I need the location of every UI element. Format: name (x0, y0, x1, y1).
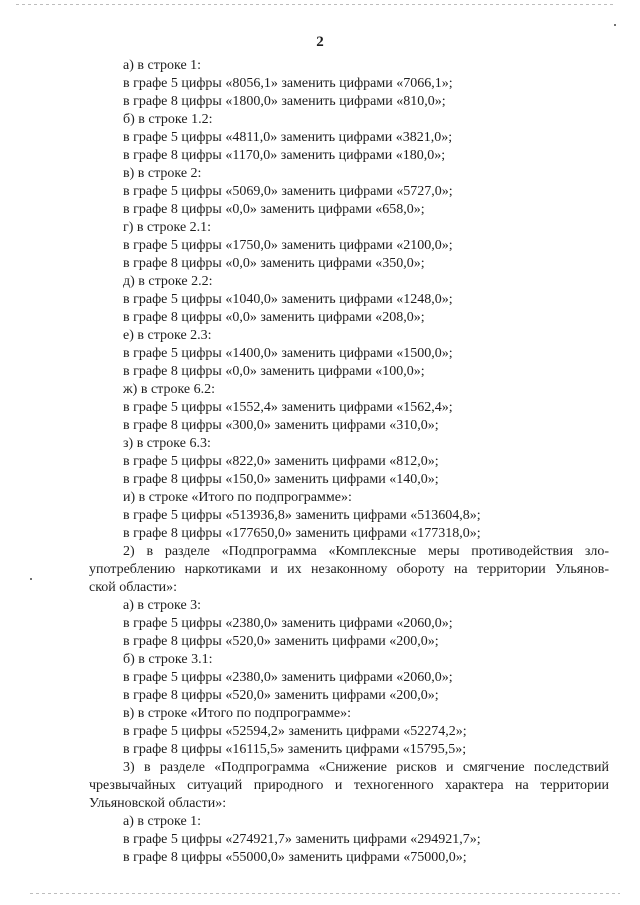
text-line: б) в строке 3.1: (123, 652, 213, 667)
text-line: з) в строке 6.3: (123, 436, 211, 451)
text-line: в графе 5 цифры «274921,7» заменить цифрами «294921,7»; (123, 832, 481, 847)
text-line: в графе 8 цифры «177650,0» заменить цифрами «177318,0»; (123, 526, 481, 541)
text-line: в графе 8 цифры «300,0» заменить цифрами «310,0»; (123, 418, 439, 433)
text-line: а) в строке 3: (123, 598, 202, 613)
text-line: в графе 5 цифры «1552,4» заменить цифрами «1562,4»; (123, 400, 453, 415)
paragraph-line: Ульяновской области»: (89, 796, 227, 811)
text-line: и) в строке «Итого по подпрограмме»: (123, 490, 352, 505)
paragraph-first-line: 3) в разделе «Подпрограмма «Снижение рисков и смягчение последствий (123, 760, 609, 775)
page-number: 2 (316, 34, 324, 50)
text-line: в) в строке 2: (123, 166, 202, 181)
text-line: в графе 8 цифры «55000,0» заменить цифрами «75000,0»; (123, 850, 467, 865)
text-line: а) в строке 1: (123, 58, 202, 73)
text-line: е) в строке 2.3: (123, 328, 212, 343)
text-line: в графе 5 цифры «2380,0» заменить цифрами «2060,0»; (123, 616, 453, 631)
text-line: в графе 5 цифры «1400,0» заменить цифрами «1500,0»; (123, 346, 453, 361)
text-line: в графе 5 цифры «822,0» заменить цифрами «812,0»; (123, 454, 439, 469)
text-line: в графе 8 цифры «0,0» заменить цифрами «350,0»; (123, 256, 425, 271)
text-line: в графе 8 цифры «0,0» заменить цифрами «100,0»; (123, 364, 425, 379)
text-line: в графе 8 цифры «16115,5» заменить цифрами «15795,5»; (123, 742, 467, 757)
text-line: в графе 5 цифры «4811,0» заменить цифрами «3821,0»; (123, 130, 453, 145)
text-line: в графе 8 цифры «520,0» заменить цифрами «200,0»; (123, 688, 439, 703)
scan-speck (30, 578, 32, 580)
text-line: б) в строке 1.2: (123, 112, 213, 127)
paragraph-line: чрезвычайных ситуаций природного и техногенного характера на территории (89, 778, 609, 793)
text-line: г) в строке 2.1: (123, 220, 212, 235)
text-line: в графе 8 цифры «520,0» заменить цифрами «200,0»; (123, 634, 439, 649)
scan-artifact-bottom (30, 893, 620, 894)
text-line: в графе 8 цифры «1800,0» заменить цифрами «810,0»; (123, 94, 446, 109)
text-line: в графе 8 цифры «0,0» заменить цифрами «208,0»; (123, 310, 425, 325)
paragraph-first-line: 2) в разделе «Подпрограмма «Комплексные меры противодействия зло- (123, 544, 609, 559)
text-line: в графе 8 цифры «0,0» заменить цифрами «658,0»; (123, 202, 425, 217)
paragraph-line: употреблению наркотиками и их незаконному обороту на территории Ульянов- (89, 562, 609, 577)
paragraph-line: ской области»: (89, 580, 177, 595)
text-line: в графе 5 цифры «1040,0» заменить цифрами «1248,0»; (123, 292, 453, 307)
text-line: в графе 5 цифры «2380,0» заменить цифрами «2060,0»; (123, 670, 453, 685)
text-line: в графе 5 цифры «8056,1» заменить цифрами «7066,1»; (123, 76, 453, 91)
text-line: ж) в строке 6.2: (123, 382, 216, 397)
text-line: в графе 5 цифры «513936,8» заменить цифрами «513604,8»; (123, 508, 481, 523)
text-line: д) в строке 2.2: (123, 274, 213, 289)
text-line: а) в строке 1: (123, 814, 202, 829)
text-line: в графе 5 цифры «1750,0» заменить цифрами «2100,0»; (123, 238, 453, 253)
text-line: в графе 8 цифры «150,0» заменить цифрами «140,0»; (123, 472, 439, 487)
text-line: в графе 8 цифры «1170,0» заменить цифрами «180,0»; (123, 148, 446, 163)
text-line: в) в строке «Итого по подпрограмме»: (123, 706, 351, 721)
text-line: в графе 5 цифры «52594,2» заменить цифрами «52274,2»; (123, 724, 467, 739)
scan-artifact-top (16, 4, 616, 5)
scan-speck (614, 24, 616, 26)
text-line: в графе 5 цифры «5069,0» заменить цифрами «5727,0»; (123, 184, 453, 199)
